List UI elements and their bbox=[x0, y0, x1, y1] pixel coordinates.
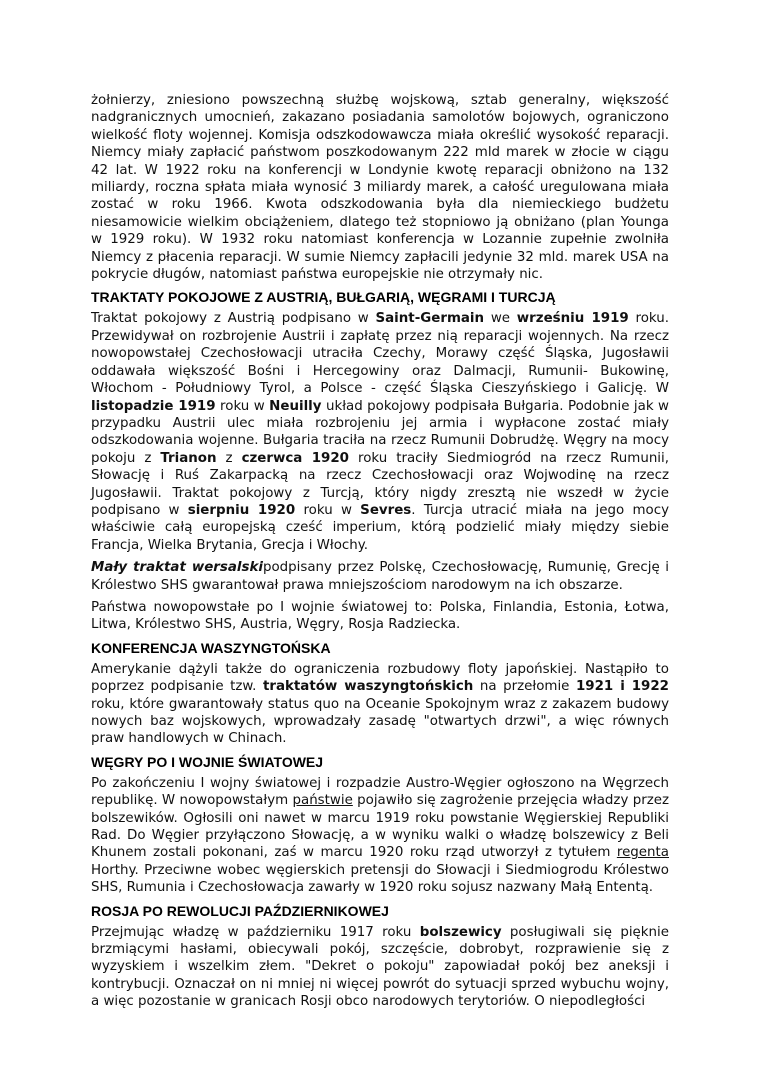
bold-term: traktatów waszyngtońskich bbox=[262, 679, 474, 695]
intro-paragraph: żołnierzy, zniesiono powszechną służbę wojskową, sztab generalny, większość nadgranicznych umocnień, zakazano posiadania samolotów bojowych, ograniczono wielkość floty wojennej. Komisja odszkodowawcza miała określić wysokość reparacji. Niemcy miały zapłacić państwom poszkodowanym 222 mld marek w złocie w ciągu 42 lat. W 1922 roku na konferencji w Londynie kwotę reparacji obniżono na 132 miliardy, roczna spłata miała wynosić 3 miliardy marek, a całość uregulowana miała zostać w roku 1966. Kwota odszkodowania była dla niemieckiego budżetu niesamowicie wielkim obciążeniem, dlatego też stopniowo ją obniżano (plan Younga w 1929 roku). W 1932 roku natomiast konferencja w Lozannie zupełnie zwolniła Niemcy z płacenia reparacji. W sumie Niemcy zapłacili jedynie 32 mld. marek USA na pokrycie długów, natomiast państwa europejskie nie otrzymały nic. bbox=[91, 93, 669, 283]
washington-paragraph bbox=[91, 661, 669, 748]
text-segment: roku, które gwarantowały status quo na Oceanie Spokojnym wraz z zakazem budowy nowych baz wojskowych, wprowadzały zasadę "otwartych drzwi", a więc równych praw handlowych w Chinach. bbox=[91, 696, 669, 747]
text-segment: z bbox=[216, 450, 242, 466]
russia-heading: ROSJA PO REWOLUCJI PAŹDZIERNIKOWEJ bbox=[91, 902, 389, 919]
underlined-link[interactable]: regenta bbox=[616, 845, 669, 861]
underlined-link[interactable]: państwie bbox=[292, 793, 353, 809]
text-segment: pojawiło się zagrożenie przejęcia władzy przez bolszewików. Ogłosili oni nawet w marcu 1919 roku powstanie Węgierskiej Republiki Rad. Do Węgier przyłączono Słowację, a w wyniku walki o władzę bolszewicy z Beli Khunem zostali pokonani, zaś w marcu 1920 roku rząd utworzył z tytułem bbox=[91, 793, 670, 861]
text-segment: na przełomie bbox=[473, 679, 576, 695]
treaties-paragraph bbox=[91, 310, 669, 554]
russia-paragraph bbox=[91, 924, 669, 1011]
text-segment: posługiwali się pięknie brzmiącymi hasłami, obiecywali pokój, szczęście, dobrobyt, rozprawienie się z wyzyskiem i wszelkim złem. "Dekret o pokoju" zapowiadał pokój bez aneksji i kontrybucji. Oznaczał on ni mniej ni więcej powrót do sytuacji sprzed wybuchu wojny, a więc pozostanie w granicach Rosji obco narodowych terytoriów. O niepodległości bbox=[91, 924, 669, 1010]
bold-italic-term: Mały traktat wersalski bbox=[91, 560, 263, 576]
bold-term: bolszewicy bbox=[419, 924, 502, 940]
bold-term: Saint-Germain bbox=[375, 311, 485, 327]
new-states-paragraph: Państwa nowopowstałe po I wojnie światowej to: Polska, Finlandia, Estonia, Łotwa, Litwa, Królestwo SHS, Austria, Węgry, Rosja Radziecka. bbox=[91, 599, 669, 633]
text-segment: Amerykanie dążyli także do ograniczenia rozbudowy floty japońskiej. Nastąpiło to poprzez podpisanie tzw. bbox=[91, 661, 669, 695]
hungary-heading: WĘGRY PO I WOJNIE ŚWIATOWEJ bbox=[91, 753, 324, 770]
text-segment: układ pokojowy podpisała Bułgaria. Podobnie jak w przypadku Austrii ulec miała rozbrojeniu jej armia i wypłacone zostać miały odszkodowania wojenne. Bułgaria traciła na rzecz Rumunii Dobrudżę. Węgry na mocy pokoju z bbox=[91, 398, 669, 466]
hungary-paragraph bbox=[91, 775, 669, 897]
text-segment: Przejmując władzę w październiku 1917 roku bbox=[91, 924, 420, 940]
text-segment: roku w bbox=[215, 398, 270, 414]
text-segment: . Turcja utracić miała na jego mocy właściwie całą europejską cześć imperium, którą podzielić miały między siebie Francja, Wielka Brytania, Grecja i Włochy. bbox=[91, 502, 669, 553]
bold-term: wrześniu 1919 bbox=[516, 311, 629, 327]
bold-term: czerwca 1920 bbox=[241, 450, 349, 466]
washington-heading: KONFERENCJA WASZYNGTOŃSKA bbox=[91, 639, 331, 656]
bold-term: 1921 i 1922 bbox=[575, 679, 670, 695]
small-treaty-paragraph bbox=[91, 559, 669, 594]
bold-term: Trianon bbox=[160, 450, 217, 466]
text-segment: roku w bbox=[295, 502, 361, 518]
document-page bbox=[91, 92, 669, 1016]
text-segment: we bbox=[484, 311, 517, 327]
bold-term: sierpniu 1920 bbox=[187, 502, 296, 518]
bold-term: Sevres bbox=[360, 502, 412, 518]
bold-term: listopadzie 1919 bbox=[91, 398, 216, 414]
bold-term: Neuilly bbox=[269, 398, 322, 414]
text-segment: Po zakończeniu I wojny światowej i rozpadzie Austro-Węgier ogłoszono na Węgrzech republikę. W nowopowstałym bbox=[91, 775, 669, 809]
text-segment: Traktat pokojowy z Austrią podpisano w bbox=[91, 311, 376, 327]
text-segment: roku. Przewidywał on rozbrojenie Austrii i zapłatę przez nią reparacji wojennych. Na rzecz nowopowstałej Czechosłowacji utraciła Czechy, Morawy część Śląska, Jugosławii oddawała większość Bośni i Hercegowiny oraz Dalmacji, Rumunii- Bukowinę, Włochom - Południowy Tyrol, a Polsce - część Śląska Cieszyńskiego i Galicję. W bbox=[91, 311, 669, 397]
text-segment: roku traciły Siedmiogród na rzecz Rumunii, Słowację i Ruś Zakarpacką na rzecz Czechosłowacji oraz Wojwodinę na rzecz Jugosławii. Traktat pokojowy z Turcją, który nigdy zresztą nie wszedł w życie podpisano w bbox=[91, 450, 670, 518]
treaties-heading: TRAKTATY POKOJOWE Z AUSTRIĄ, BUŁGARIĄ, WĘGRAMI I TURCJĄ bbox=[91, 289, 556, 306]
text-segment: Horthy. Przeciwne wobec węgierskich pretensji do Słowacji i Siedmiogrodu Królestwo SHS, Rumunia i Czechosłowacja zawarły w 1920 roku sojusz nazwany Małą Ententą. bbox=[91, 862, 669, 896]
text-segment: podpisany przez Polskę, Czechosłowację, Rumunię, Grecję i Królestwo SHS gwarantował prawa mniejszościom narodowym na ich obszarze. bbox=[91, 560, 669, 593]
